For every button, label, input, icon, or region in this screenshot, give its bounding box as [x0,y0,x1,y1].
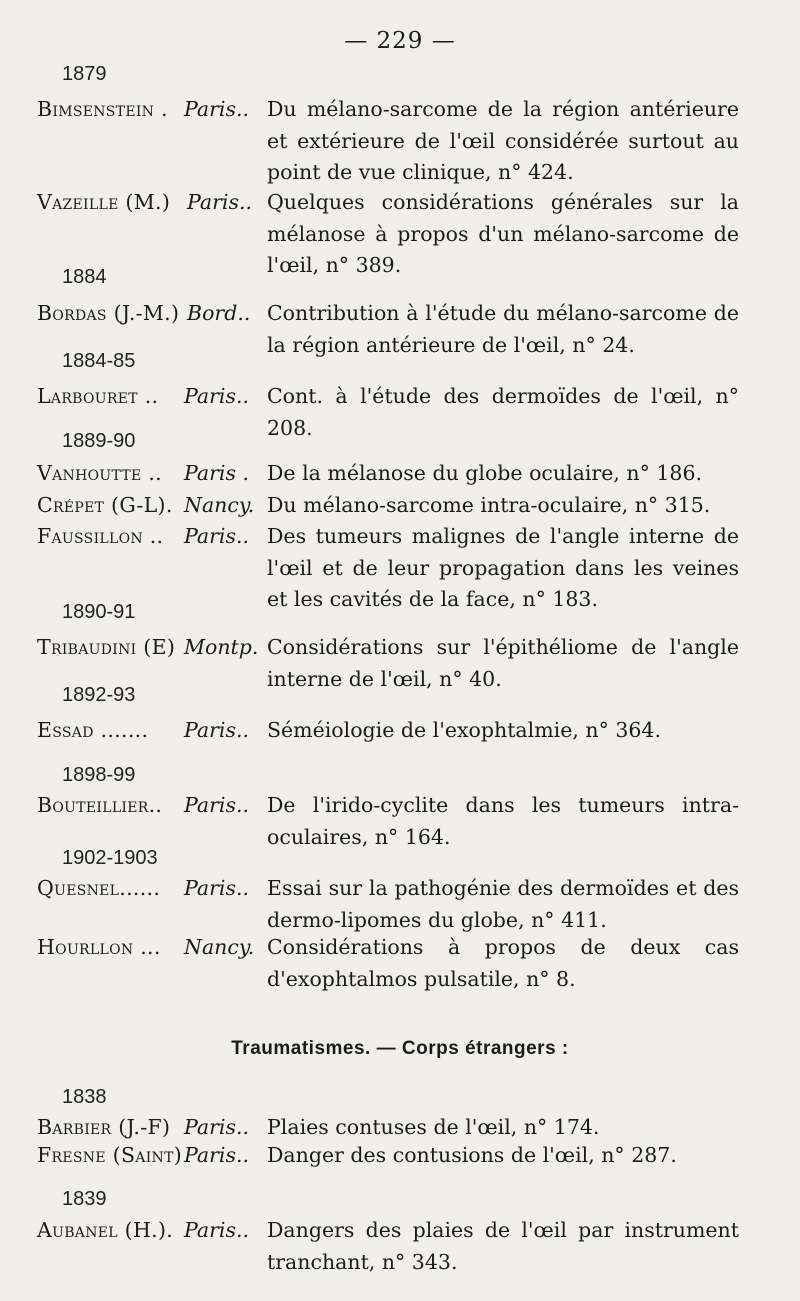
entry-title: Cont. à l'étude des dermoïdes de l'œil, n° 208. [267,384,739,440]
entry-city: Paris.. [184,97,250,121]
entry-city: Nancy. [184,493,255,517]
entry-author: Essad ....... [37,718,149,742]
entry-author: Vanhoutte .. [37,461,162,485]
year-heading: 1889-90 [62,430,136,452]
entry-title: Essai sur la pathogénie des dermoïdes et des dermo-lipomes du globe, n° 411. [267,876,739,932]
year-heading: 1838 [62,1086,107,1108]
entry-title: Considérations à propos de deux cas d'exophtalmos pulsatile, n° 8. [267,935,739,991]
year-heading: 1902-1903 [62,847,158,869]
entry-title: Danger des contusions de l'œil, n° 287. [267,1143,677,1167]
entry-author: Vazeille (M.) [37,190,171,214]
year-heading: 1839 [62,1188,107,1210]
entry-title: Quelques considérations générales sur la mélanose à propos d'un mélano-sarcome de l'œil, n° 389. [267,190,739,277]
entry-author: Aubanel (H.). [37,1218,174,1242]
entry-city: Paris.. [187,190,253,214]
entry-title: Des tumeurs malignes de l'angle interne de l'œil et de leur propagation dans les veines et les cavités de la face, n° 183. [267,524,739,611]
entry-city: Paris.. [184,384,250,408]
entry-city: Bord.. [187,301,251,325]
entry-title: Dangers des plaies de l'œil par instrument tranchant, n° 343. [267,1218,739,1274]
year-heading: 1884-85 [62,350,136,372]
entry-city: Paris.. [184,1115,250,1139]
entry-author: Bordas (J.-M.) [37,301,180,325]
year-heading: 1892-93 [62,684,136,706]
section-heading: Traumatismes. — Corps étrangers : [231,1038,569,1059]
entry-city: Paris . [184,461,250,485]
year-heading: 1884 [62,266,107,288]
entry-author: Tribaudini (E) [37,635,176,659]
entry-author: Fresne (Saint) [37,1143,183,1167]
entry-author: Faussillon .. [37,524,164,548]
entry-title: De l'irido-cyclite dans les tumeurs intra-oculaires, n° 164. [267,793,739,849]
year-heading: 1879 [62,63,107,85]
entry-city: Nancy. [184,935,255,959]
year-heading: 1890-91 [62,601,136,623]
entry-title: Plaies contuses de l'œil, n° 174. [267,1115,600,1139]
entry-city: Montp. [184,635,259,659]
entry-title: Considérations sur l'épithéliome de l'angle interne de l'œil, n° 40. [267,635,739,691]
entry-city: Paris.. [184,718,250,742]
entry-city: Paris.. [184,1143,250,1167]
entry-title: Contribution à l'étude du mélano-sarcome de la région antérieure de l'œil, n° 24. [267,301,739,357]
entry-author: Hourllon ... [37,935,161,959]
entry-city: Paris.. [184,524,250,548]
entry-city: Paris.. [184,1218,250,1242]
entry-author: Barbier (J.-F) [37,1115,171,1139]
year-heading: 1898-99 [62,764,136,786]
page-number: — 229 — [344,28,456,54]
entry-title: Du mélano-sarcome intra-oculaire, n° 315. [267,493,711,517]
entry-author: Bimsenstein . [37,97,168,121]
entry-city: Paris.. [184,793,250,817]
entry-city: Paris.. [184,876,250,900]
entry-author: Crépet (G-L). [37,493,173,517]
entry-author: Quesnel...... [37,876,161,900]
entry-author: Bouteillier.. [37,793,163,817]
entry-title: De la mélanose du globe oculaire, n° 186. [267,461,703,485]
entry-title: Séméiologie de l'exophtalmie, n° 364. [267,718,661,742]
entry-title: Du mélano-sarcome de la région antérieure et extérieure de l'œil considérée surtout au point de vue clinique, n° 424. [267,97,739,184]
entry-author: Larbouret .. [37,384,159,408]
